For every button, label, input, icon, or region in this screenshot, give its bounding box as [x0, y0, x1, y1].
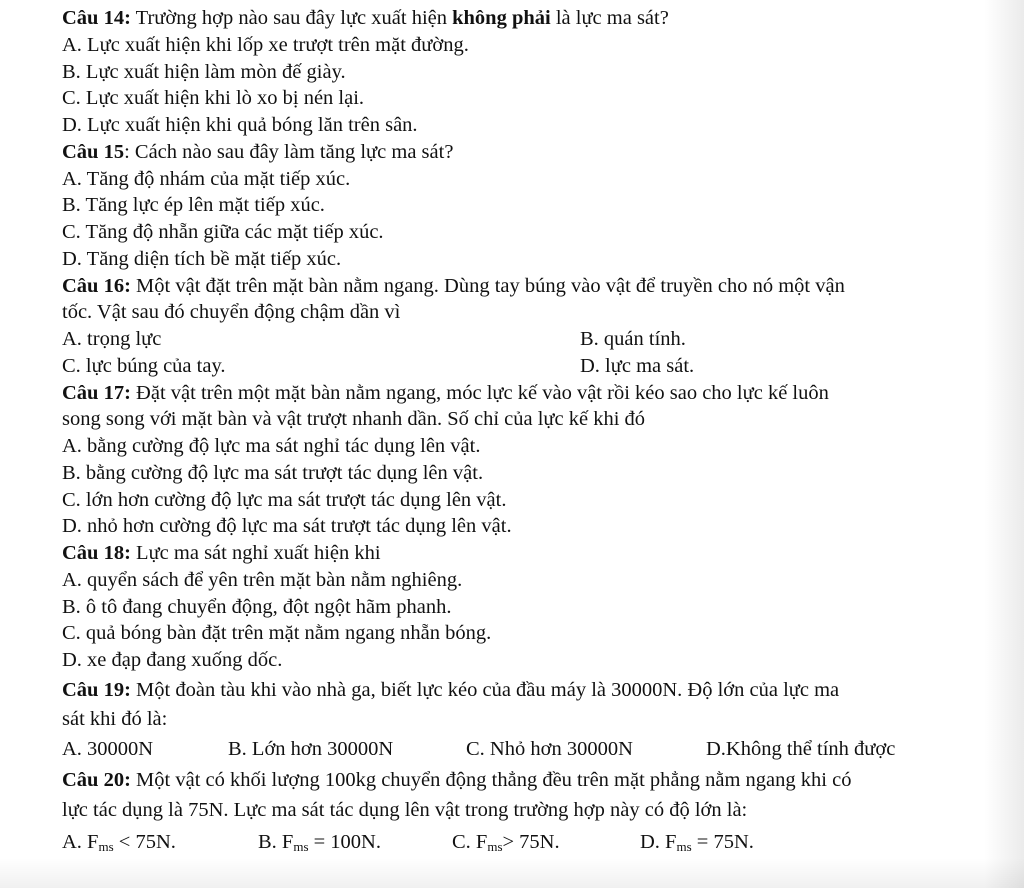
question-text: Một vật có khối lượng 100kg chuyển động thẳng đều trên mặt phẳng nằm ngang khi có — [130, 769, 852, 791]
option-c: C. Lực xuất hiện khi lò xo bị nén lại. — [62, 87, 365, 109]
option-c: C. quả bóng bàn đặt trên mặt nằm ngang nhẵn bóng. — [62, 622, 492, 644]
option-b: B. $F_{ms} = 100N$. — [258, 831, 381, 854]
option-b: B. Lớn hơn 30000N — [228, 738, 394, 760]
option-b: B. Tăng lực ép lên mặt tiếp xúc. — [62, 194, 325, 216]
option-b: B. quán tính. — [580, 328, 686, 350]
page-bottom-shadow — [0, 858, 1024, 888]
option-a: A. quyển sách để yên trên mặt bàn nằm nghiêng. — [62, 569, 463, 591]
question-text: là lực ma sát? — [550, 7, 669, 29]
question-17-stem-line1 — [62, 380, 829, 406]
emphasis-text: không phải — [452, 7, 551, 29]
option-b: B. bằng cường độ lực ma sát trượt tác dụng lên vật. — [62, 462, 484, 484]
question-number: Câu 19: — [62, 679, 131, 701]
question-16-stem-line2: tốc. Vật sau đó chuyển động chậm dần vì — [62, 301, 401, 323]
question-text: Lực ma sát nghỉ xuất hiện khi — [130, 542, 381, 564]
question-15-stem — [62, 139, 453, 165]
option-a: A. $F_{ms} < 75N$. — [62, 831, 176, 854]
option-d: D. Lực xuất hiện khi quả bóng lăn trên sân. — [62, 114, 418, 136]
question-18-stem — [62, 540, 381, 566]
option-a: A. bằng cường độ lực ma sát nghỉ tác dụng lên vật. — [62, 435, 481, 457]
option-b: B. ô tô đang chuyển động, đột ngột hãm phanh. — [62, 596, 452, 618]
question-19-stem-line2: sát khi đó là: — [62, 708, 168, 730]
option-a: A. trọng lực — [62, 328, 162, 350]
option-c: C. Nhỏ hơn 30000N — [466, 738, 633, 760]
option-d: D. lực ma sát. — [580, 355, 695, 377]
question-text: Một đoàn tàu khi vào nhà ga, biết lực kéo của đầu máy là 30000N. Độ lớn của lực ma — [130, 679, 840, 701]
option-c: C. lực búng của tay. — [62, 355, 226, 377]
option-c: C. Tăng độ nhẵn giữa các mặt tiếp xúc. — [62, 221, 384, 243]
question-20-stem-line2: lực tác dụng là 75N. Lực ma sát tác dụng lên vật trong trường hợp này có độ lớn là: — [62, 799, 748, 821]
question-number: Câu 14: — [62, 7, 131, 29]
option-a: A. 30000N — [62, 738, 154, 760]
page-edge-shadow — [984, 0, 1024, 888]
question-text: : Cách nào sau đây làm tăng lực ma sát? — [124, 141, 454, 163]
question-number: Câu 18: — [62, 542, 131, 564]
question-number: Câu 15 — [62, 141, 125, 163]
question-16-stem-line1 — [62, 273, 845, 299]
option-c: C. lớn hơn cường độ lực ma sát trượt tác dụng lên vật. — [62, 489, 507, 511]
question-text: Đặt vật trên một mặt bàn nằm ngang, móc lực kế vào vật rồi kéo sao cho lực kế luôn — [130, 382, 829, 404]
question-number: Câu 20: — [62, 769, 131, 791]
question-20-stem-line1 — [62, 767, 851, 793]
option-d: D. nhỏ hơn cường độ lực ma sát trượt tác dụng lên vật. — [62, 515, 512, 537]
question-text: Trường hợp nào sau đây lực xuất hiện — [130, 7, 453, 29]
option-a: A. Tăng độ nhám của mặt tiếp xúc. — [62, 168, 351, 190]
question-17-stem-line2: song song với mặt bàn và vật trượt nhanh dần. Số chỉ của lực kế khi đó — [62, 408, 646, 430]
option-c: C. $F_{ms}> 75N$. — [452, 831, 560, 854]
option-b: B. Lực xuất hiện làm mòn đế giày. — [62, 61, 346, 83]
option-d: D. xe đạp đang xuống dốc. — [62, 649, 283, 671]
option-a: A. Lực xuất hiện khi lốp xe trượt trên mặt đường. — [62, 34, 469, 56]
option-d: D. Tăng diện tích bề mặt tiếp xúc. — [62, 248, 342, 270]
question-14-stem — [62, 5, 669, 31]
option-d: D. $F_{ms} = 75N$. — [640, 831, 754, 854]
question-text: Một vật đặt trên mặt bàn nằm ngang. Dùng tay búng vào vật để truyền cho nó một vận — [130, 275, 845, 297]
option-d: D.Không thể tính được — [706, 738, 896, 760]
question-number: Câu 16: — [62, 275, 131, 297]
question-19-stem-line1 — [62, 677, 839, 703]
question-number: Câu 17: — [62, 382, 131, 404]
